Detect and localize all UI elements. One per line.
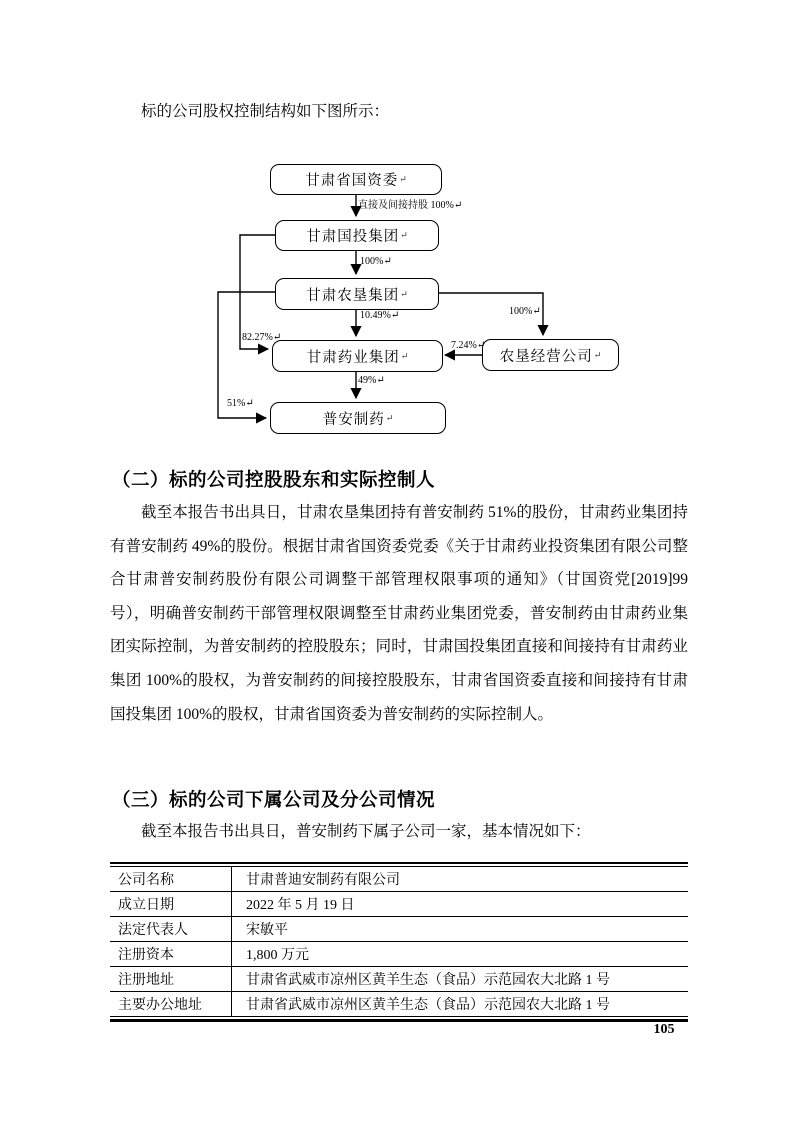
- edge-label-10-49: 10.49%↵: [360, 310, 400, 321]
- return-mark: ↵: [400, 350, 409, 361]
- node-label: 农垦经营公司: [499, 348, 593, 365]
- table-label-cell: 注册资本: [110, 942, 232, 966]
- table-value-cell: 2022 年 5 月 19 日: [246, 898, 355, 913]
- diagram-node-gansu-guotou: [275, 220, 439, 251]
- return-mark: ↵: [400, 288, 408, 299]
- table-label-cell: 主要办公地址: [110, 992, 232, 1016]
- section-body-subsidiaries: 截至本报告书出具日，普安制药下属子公司一家，基本情况如下：: [141, 823, 591, 840]
- edge-label-82-27: 82.27%↵: [242, 332, 282, 343]
- table-label-cell: 注册地址: [110, 967, 232, 991]
- table-row: [110, 917, 688, 942]
- return-mark: ↵: [400, 230, 408, 240]
- node-label: 甘肃农垦集团: [306, 287, 400, 304]
- node-label: 普安制药: [322, 411, 385, 428]
- section-heading-controlling-shareholder: （二）标的公司控股股东和实际控制人: [112, 469, 436, 490]
- table-row: [110, 942, 688, 967]
- edge-label-direct-indirect-100: 直接及间接持股 100%↵: [358, 200, 463, 211]
- table-value-cell: 甘肃普迪安制药有限公司: [246, 873, 400, 888]
- node-label: 甘肃国投集团: [306, 229, 400, 245]
- edge-label-7-24: 7.24%↵: [451, 340, 486, 351]
- table-value-cell: 1,800 万元: [246, 948, 309, 963]
- section-body-controlling-shareholder: 截至本报告书出具日，甘肃农垦集团持有普安制药 51%的股份，甘肃药业集团持有普安制药 49%的股份。根据甘肃省国资委党委《关于甘肃药业投资集团有限公司整合甘肃普安制药股份有限公司调整干部管理权限事项的通知》（甘国资党[2019]99 号），明确普安制药干部管理权限调整至甘肃药业集团党委，普安制药由甘肃药业集团实际控制，为普安制药的控股股东；同时，甘肃国投集团直接和间接持有甘肃药业集团 100%的股权，为普安制药的间接控股股东，甘肃省国资委直接和间接持有甘肃国投集团 100%的股权，甘肃省国资委为普安制药的实际控制人。: [110, 504, 688, 723]
- equity-structure-diagram: [0, 160, 793, 450]
- diagram-node-puan-pharma: [270, 402, 446, 434]
- node-label: 甘肃省国资委: [305, 173, 399, 189]
- edge-label-100: 100%↵: [360, 256, 392, 267]
- diagram-node-gansu-nongken: [275, 278, 439, 310]
- table-row: [110, 967, 688, 992]
- return-mark: ↵: [399, 174, 407, 184]
- return-mark: ↵: [385, 412, 394, 423]
- diagram-node-gansu-yaoye: [272, 340, 443, 372]
- table-row: [110, 892, 688, 917]
- table-value-cell: 甘肃省武威市凉州区黄羊生态（食品）示范园农大北路 1 号: [246, 998, 610, 1013]
- table-value-cell: 宋敏平: [246, 923, 288, 938]
- section-heading-subsidiaries: （三）标的公司下属公司及分公司情况: [112, 789, 436, 810]
- table-row: [110, 867, 688, 892]
- edge-label-49: 49%↵: [358, 375, 385, 386]
- node-label: 甘肃药业集团: [306, 349, 400, 366]
- table-value-cell: 甘肃省武威市凉州区黄羊生态（食品）示范园农大北路 1 号: [246, 973, 610, 988]
- edge-label-51: 51%↵: [227, 398, 254, 409]
- table-row: [110, 992, 688, 1017]
- diagram-node-gansu-sasac: [270, 164, 442, 195]
- table-label-cell: 公司名称: [110, 867, 232, 891]
- edge-label-100-right: 100%↵: [509, 306, 541, 317]
- table-label-cell: 法定代表人: [110, 917, 232, 941]
- page-number: 105: [653, 1022, 675, 1037]
- table-label-cell: 成立日期: [110, 892, 232, 916]
- intro-text: 标的公司股权控制结构如下图所示：: [141, 103, 390, 120]
- subsidiary-info-table: [110, 862, 688, 1022]
- return-mark: ↵: [593, 349, 602, 360]
- diagram-node-nongken-jingying: [482, 339, 619, 371]
